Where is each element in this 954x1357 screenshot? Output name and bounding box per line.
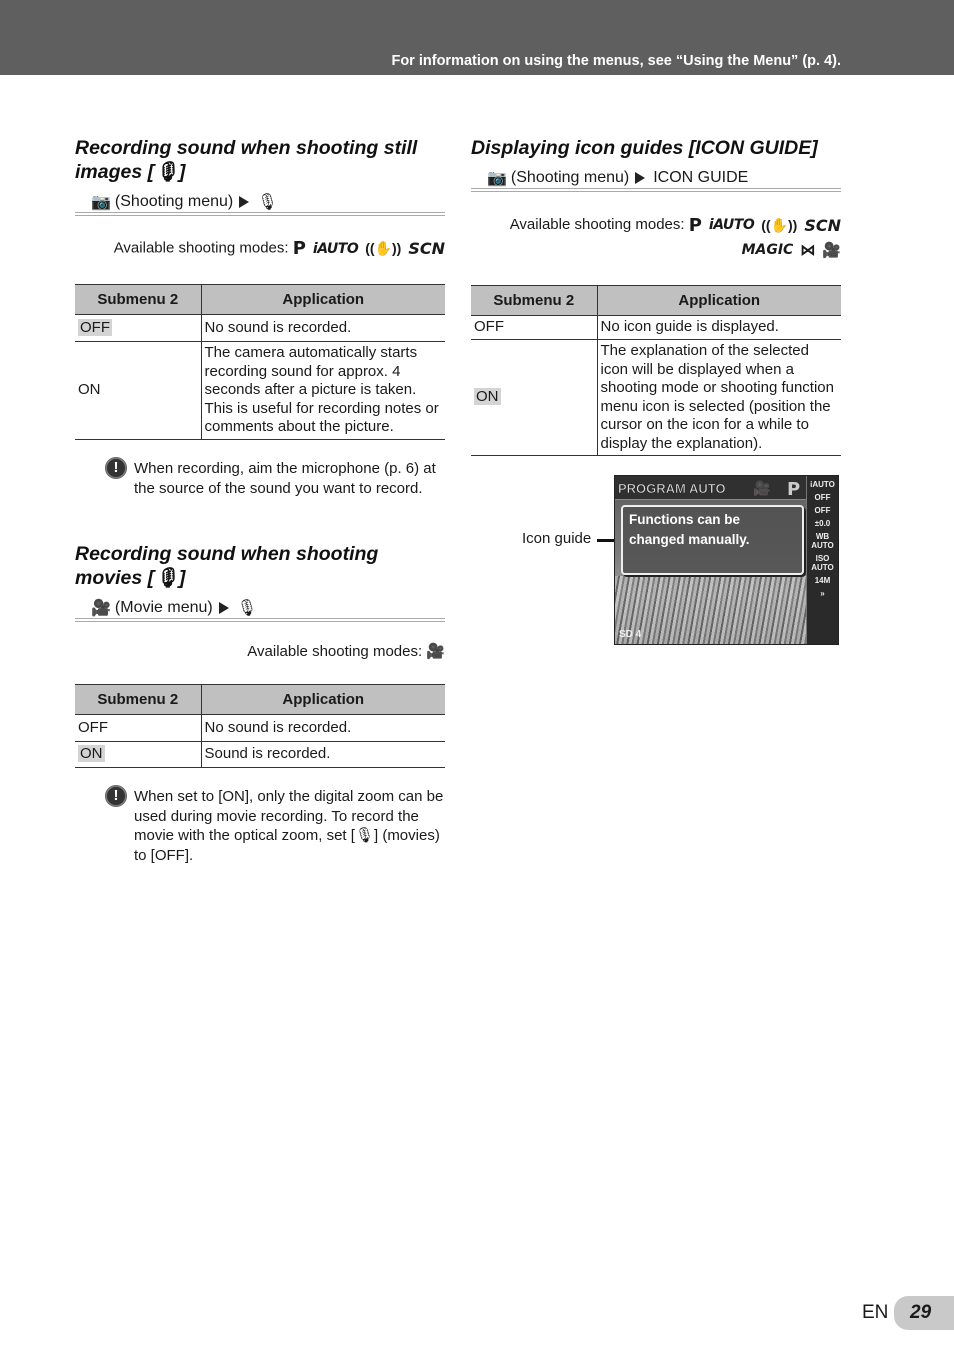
submenu-table: Submenu 2 Application OFF No icon guide is displayed. ON The explanation of the selected icon will be displayed when a shooting mode or shooting function menu icon is selected (position the cursor on the icon for a while to display the explanation).: [471, 285, 841, 456]
arrow-right-icon: [239, 196, 249, 208]
scene-mode-icon: SCN: [804, 215, 841, 235]
microphone-icon: 🎙: [154, 567, 179, 589]
self-timer-off-icon: OFF: [814, 506, 831, 515]
section-movie-sound: [75, 542, 445, 865]
iauto-mode-icon: iAUTO: [312, 240, 359, 257]
available-modes: Available shooting modes: 🎥: [247, 643, 445, 660]
table-row: OFF No sound is recorded.: [75, 715, 445, 742]
scene-mode-icon: SCN: [408, 239, 445, 258]
divider: [75, 618, 445, 622]
sd-card-icon: SD 4: [619, 629, 642, 640]
section-title: Displaying icon guides [ICON GUIDE]: [471, 137, 818, 159]
more-icon: »: [820, 589, 825, 598]
flash-off-icon: OFF: [814, 493, 831, 502]
table-row: OFF No sound is recorded.: [75, 315, 445, 342]
menu-path: 🎥 (Movie menu) 🎙: [75, 596, 445, 620]
table-row: ON Sound is recorded.: [75, 742, 445, 768]
menu-path: 📷 (Shooting menu) 🎙: [75, 190, 445, 214]
movie-icon: 🎥: [753, 480, 771, 496]
icon-guide-tooltip: Functions can be changed manually.: [621, 505, 804, 575]
menu-path: 📷 (Shooting menu) ICON GUIDE: [471, 166, 841, 190]
lcd-function-menu: [806, 476, 838, 645]
panorama-mode-icon: ⋈: [800, 242, 816, 260]
movie-mode-icon: 🎥: [426, 643, 445, 660]
header-text: For information on using the menus, see “Using the Menu” (p. 4).: [391, 53, 841, 69]
caution-note: ! When recording, aim the microphone (p. 6) at the source of the sound you want to record.: [75, 459, 445, 498]
iso-auto-icon: ISO AUTO: [811, 554, 834, 572]
submenu-table: Submenu 2 Application OFF No sound is recorded. ON The camera automatically starts recording sound for approx. 4 seconds after a picture is taken. This is useful for recording notes or comments about the picture.: [75, 284, 445, 440]
section-title: Recording sound when shooting still images [🎙]: [75, 137, 418, 183]
program-mode-icon: P: [787, 479, 801, 500]
magic-mode-icon: MAGIC: [741, 242, 794, 259]
camera-lcd-screen: [614, 475, 839, 645]
section-still-sound: [75, 136, 445, 498]
microphone-icon: 🎙: [257, 194, 278, 211]
arrow-right-icon: [219, 602, 229, 614]
microphone-icon: 🎙: [236, 600, 258, 617]
section-title: Recording sound when shooting movies [🎙]: [75, 543, 379, 589]
exposure-comp-icon: ±0.0: [814, 519, 831, 528]
lcd-mode-bar: PROGRAM AUTO 🎥 P: [615, 476, 808, 500]
submenu-table: Submenu 2 Application OFF No sound is recorded. ON Sound is recorded.: [75, 684, 445, 768]
image-size-icon: 14M: [814, 576, 831, 585]
language-label: EN: [862, 1302, 889, 1323]
microphone-icon: 🎙: [354, 827, 374, 844]
wb-auto-icon: WB AUTO: [811, 532, 834, 550]
section-icon-guide: [471, 136, 841, 456]
divider: [75, 212, 445, 216]
movie-icon: 🎥: [91, 600, 111, 617]
program-mode-icon: P: [688, 214, 702, 236]
table-row: ON The camera automatically starts recording sound for approx. 4 seconds after a picture is taken. This is useful for recording notes or comments about the picture.: [75, 342, 445, 440]
iauto-mode-icon: iAUTO: [708, 216, 755, 233]
page-number: 29: [894, 1296, 954, 1330]
dis-mode-icon: ((✋)): [761, 216, 798, 233]
camera-icon: 📷: [487, 170, 507, 187]
caution-icon: !: [105, 457, 127, 479]
arrow-right-icon: [635, 172, 645, 184]
lcd-photo: [615, 576, 808, 645]
camera-icon: 📷: [91, 194, 111, 211]
caution-note: ! When set to [ON], only the digital zoom can be used during movie recording. To record the movie with the optical zoom, set [🎙] (movies) to [OFF].: [75, 787, 445, 865]
header-bar: [0, 0, 954, 75]
table-row: OFF No icon guide is displayed.: [471, 316, 841, 340]
movie-mode-icon: 🎥: [822, 242, 841, 260]
microphone-icon: 🎙: [154, 161, 179, 183]
iauto-mode-icon: iAUTO: [810, 480, 835, 489]
program-mode-icon: P: [292, 238, 306, 259]
caution-icon: !: [105, 785, 127, 807]
available-modes: Available shooting modes: P iAUTO ((✋)) SCN MAGIC ⋈ 🎥: [471, 212, 841, 263]
icon-guide-label: Icon guide: [522, 530, 592, 547]
table-row: ON The explanation of the selected icon will be displayed when a shooting mode or shooting function menu icon is selected (position the cursor on the icon for a while to display the explanation).: [471, 340, 841, 456]
dis-mode-icon: ((✋)): [365, 240, 402, 256]
divider: [471, 188, 841, 192]
available-modes: Available shooting modes: P iAUTO ((✋)) SCN: [113, 238, 445, 259]
